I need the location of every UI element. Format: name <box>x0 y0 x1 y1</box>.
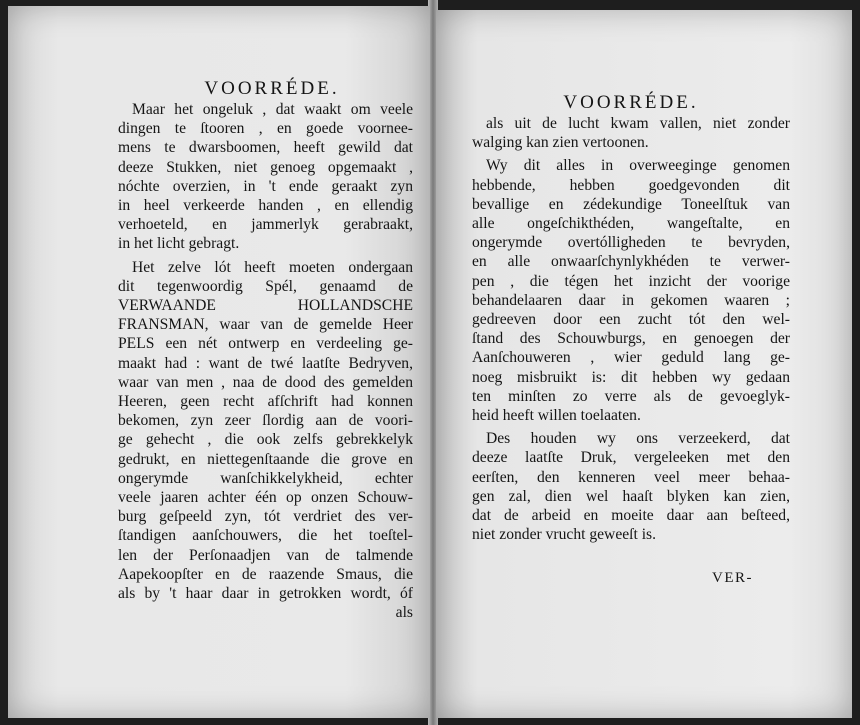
text-line: in het licht gebragt. <box>118 235 240 253</box>
text-line: Heeren, geen recht afſchrift had konnen <box>118 393 413 411</box>
text-line: waar van men , naa de dood des gemelden <box>118 373 413 391</box>
text-line: niet zonder vrucht geweeſt is. <box>472 526 657 544</box>
text-line: als by 't haar daar in getrokken wordt, óf <box>118 585 413 603</box>
text-line: en alle onwaarſchynlykhéden te verwer- <box>472 253 790 271</box>
text-line: ſtand des Schouwburgs, en genoegen der <box>472 330 790 348</box>
text-line: nóchte overzien, in 't ende geraakt zyn <box>118 177 413 195</box>
text-line: Maar het ongeluk , dat waakt om veele <box>132 101 413 118</box>
text-line: ge gehecht , die ook zelfs gebrekkelyk <box>118 431 413 449</box>
text-line: dingen te ſtooren , en goede voornee- <box>118 120 413 138</box>
text-line: als uit de lucht kwam vallen, niet zonder <box>486 115 790 132</box>
text-line: ſtandigen aanſchouwers, die het toeſtel- <box>118 527 413 545</box>
text-line: gedreeven door een zucht tót den wel- <box>472 311 790 329</box>
text-line: bekomen, zyn zeer ſlordig aan de voori- <box>118 412 413 430</box>
text-line: verhoeteld, en jammerlyk gerabraakt, <box>118 216 413 234</box>
text-line: in heel verkeerde handen , en ellendig <box>118 197 413 215</box>
text-line: Het zelve lót heeft moeten ondergaan <box>132 258 413 276</box>
text-line: hebbende, hebben goedgevonden dit <box>472 176 790 194</box>
text-line: Aanſchouweren , wier geduld lang ge- <box>472 349 790 367</box>
text-line: dit tegenwoordig Spél, genaamd de <box>118 277 413 295</box>
text-line: als <box>395 604 413 622</box>
text-line: mens te dwarsboomen, heeft gewild dat <box>118 139 413 157</box>
text-line: bevallige en zédekundige Toneelſtuk van <box>472 195 790 213</box>
text-line: FRANSMAN, waar van de gemelde Heer <box>118 316 413 334</box>
text-line: ten minſten zo verre als de gevoeglyk- <box>472 387 790 405</box>
text-line: gedrukt, en niettegenſtaande die grove en <box>118 450 413 468</box>
text-line: pen , die tégen het inzicht der voorige <box>472 272 790 290</box>
text-line: heid heeft willen toelaaten. <box>472 407 641 425</box>
text-line: burg geſpeeld zyn, tót verdriet des ver- <box>118 508 413 526</box>
text-line: eerſten, den kenneren veel meer behaa- <box>472 468 790 486</box>
text-line: Aapekoopſter en de raazende Smaus, die <box>118 565 413 583</box>
text-line: veele jaaren achter één op onzen Schouw- <box>118 489 413 507</box>
text-line: Des houden wy ons verzeekerd, dat <box>486 430 790 448</box>
text-line: walging kan zien vertoonen. <box>472 134 649 152</box>
text-line: maakt had : want de twé laatſte Bedryven, <box>118 354 413 372</box>
right-running-head: VOORRÉDE. <box>563 92 699 113</box>
text-line: gen zal, dien wel haaſt blyken kan zien, <box>472 487 790 505</box>
text-line: VERWAANDE HOLLANDSCHE <box>118 297 413 315</box>
text-line: len der Perſonaadjen van de talmende <box>118 546 413 564</box>
left-running-head: VOORRÉDE. <box>204 78 340 99</box>
left-page <box>8 6 430 718</box>
text-line: Wy dit alles in overweeginge genomen <box>486 157 790 175</box>
text-line: deeze laatſte Druk, vergeleeken met den <box>472 449 790 467</box>
text-line: alle ongeſchikthéden, wangeſtalte, en <box>472 215 790 233</box>
text-line: noeg misbruikt is: dit hebben wy gedaan <box>472 368 790 386</box>
catchword: VER- <box>712 570 753 586</box>
text-line: PELS een nét ontwerp en verdeeling ge- <box>118 335 413 353</box>
text-line: behandelaaren daar in gekomen waaren ; <box>472 291 790 309</box>
right-page-text <box>472 114 790 544</box>
right-page <box>436 10 852 718</box>
text-line: ongerymde overtólligheden te bevryden, <box>472 234 790 252</box>
text-line: deeze Stukken, niet genoeg opgemaakt , <box>118 158 413 176</box>
left-page-text <box>118 100 413 622</box>
text-line: dat de arbeid en moeite daar aan beſteed, <box>472 507 790 525</box>
text-line: ongerymde wanſchikkelykheid, echter <box>118 469 413 487</box>
